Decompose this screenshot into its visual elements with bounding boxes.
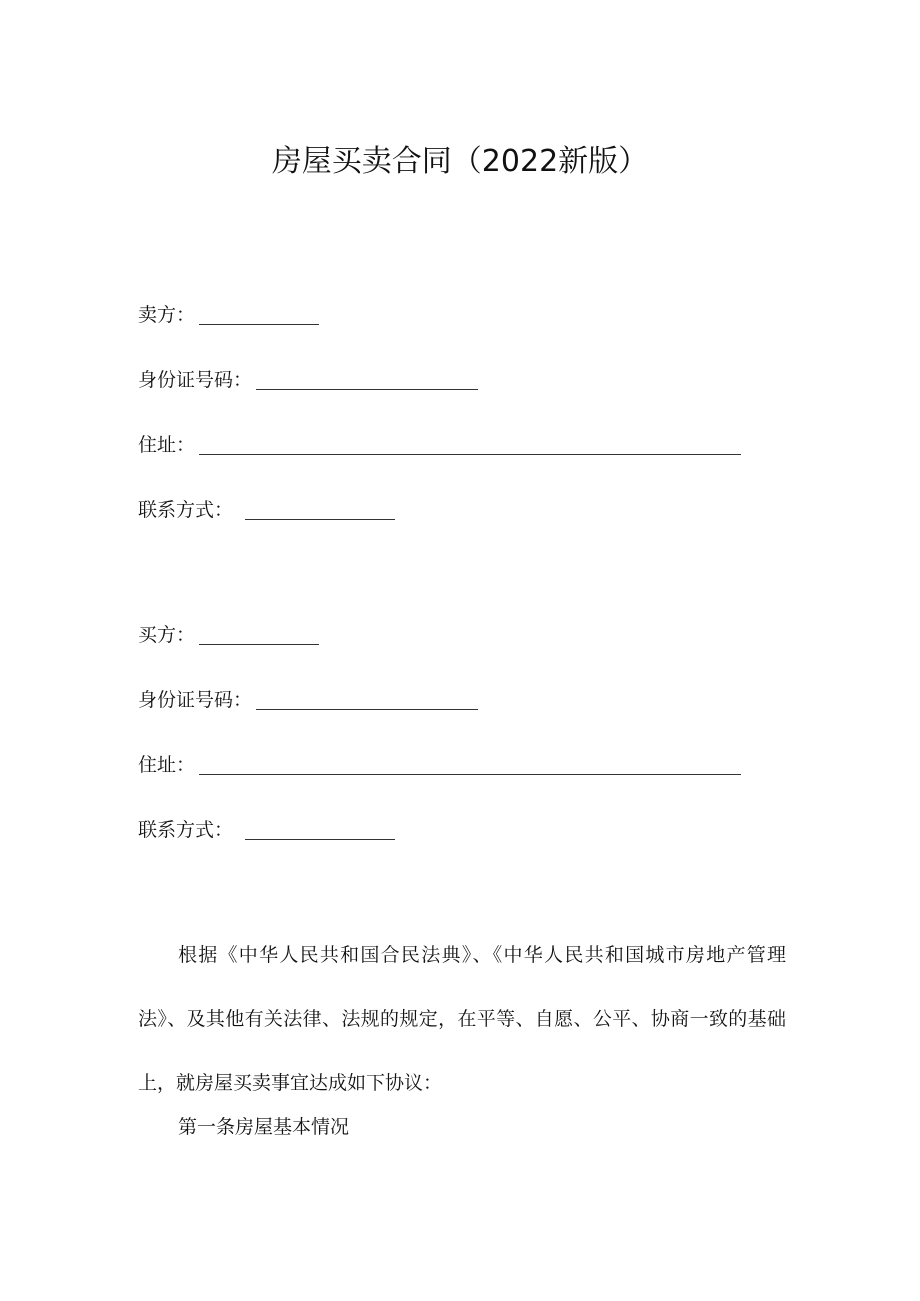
- seller-id-blank[interactable]: [256, 389, 478, 390]
- buyer-address-label: 住址：: [138, 754, 196, 776]
- buyer-name-label: 买方：: [138, 624, 196, 646]
- buyer-name-blank[interactable]: [199, 644, 319, 645]
- clause-1-heading: 第一条房屋基本情况: [178, 1116, 350, 1138]
- seller-id-label: 身份证号码：: [138, 369, 253, 391]
- seller-address-blank[interactable]: [199, 454, 741, 455]
- buyer-contact-blank[interactable]: [245, 839, 395, 840]
- buyer-contact-label: 联系方式：: [138, 819, 234, 841]
- seller-name-field[interactable]: [138, 297, 319, 327]
- preamble-paragraph: 根据《中华人民共和国合民法典》、《中华人民共和国城市房地产管理法》、及其他有关法律、法规的规定，在平等、自愿、公平、协商一致的基础上，就房屋买卖事宜达成如下协议：: [138, 944, 786, 1094]
- buyer-id-blank[interactable]: [256, 709, 478, 710]
- buyer-id-field[interactable]: [138, 682, 478, 712]
- seller-contact-blank[interactable]: [245, 519, 395, 520]
- buyer-contact-field[interactable]: [138, 812, 395, 842]
- seller-id-field[interactable]: [138, 362, 478, 392]
- seller-contact-field[interactable]: [138, 492, 395, 522]
- seller-address-field[interactable]: [138, 427, 741, 457]
- buyer-name-field[interactable]: [138, 617, 319, 647]
- seller-address-label: 住址：: [138, 434, 196, 456]
- seller-name-label: 卖方：: [138, 304, 196, 326]
- seller-contact-label: 联系方式：: [138, 499, 234, 521]
- seller-name-blank[interactable]: [199, 324, 319, 325]
- buyer-address-field[interactable]: [138, 747, 741, 777]
- document-title: 房屋买卖合同（2022新版）: [271, 144, 649, 179]
- buyer-id-label: 身份证号码：: [138, 689, 253, 711]
- buyer-address-blank[interactable]: [199, 774, 741, 775]
